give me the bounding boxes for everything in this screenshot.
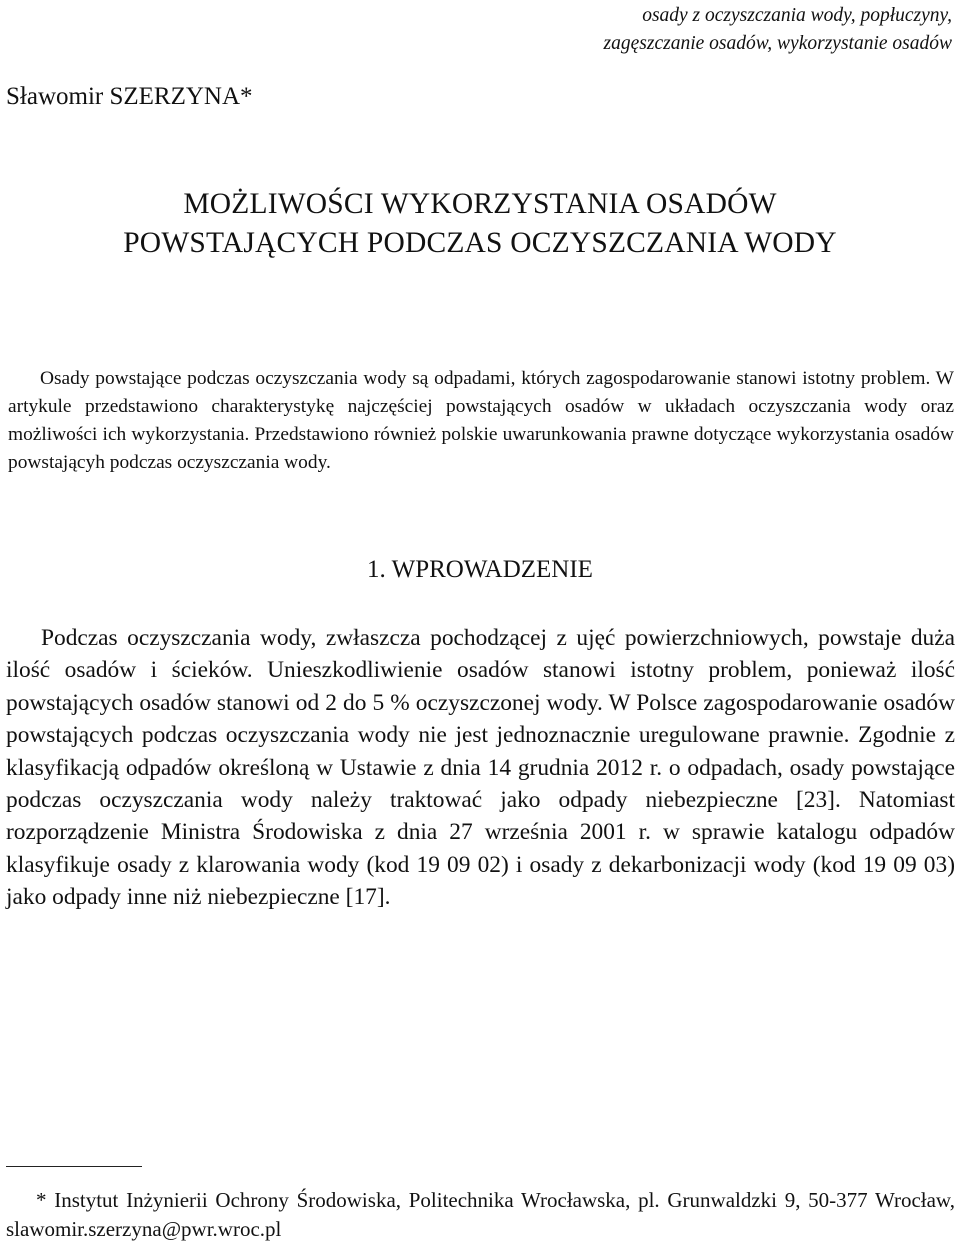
title-line-2: POWSTAJĄCYCH PODCZAS OCZYSZCZANIA WODY xyxy=(123,227,837,259)
section-paragraph: Podczas oczyszczania wody, zwłaszcza pochodzącej z ujęć powierzchniowych, powstaje duża ilość osadów i ścieków. Unieszkodliwienie osadów stanowi istotny problem, ponieważ ilość powstających osadów stanowi od 2 do 5 % oczyszczonej wody. W Polsce zagospodarowanie osadów powstających podczas oczyszczania wody nie jest jednoznacznie uregulowane prawnie. Zgodnie z klasyfikacją odpadów określoną w Ustawie z dnia 14 grudnia 2012 r. o odpadach, osady powstające podczas oczyszczania wody należy traktować jako odpady niebezpieczne [23]. Natomiast rozporządzenie Ministra Środowiska z dnia 27 września 2001 r. w sprawie katalogu odpadów klasyfikuje osady z klarowania wody (kod 19 09 02) i osady z dekarbonizacji wody (kod 19 09 03) jako odpady inne niż niebezpieczne [17]. xyxy=(6,625,955,911)
keywords xyxy=(604,2,952,58)
footnote: * Instytut Inżynierii Ochrony Środowiska, Politechnika Wrocławska, pl. Grunwaldzki 9, 50-377 Wrocław, slawomir.szerzyna@pwr.wroc.pl xyxy=(6,1188,955,1241)
author-name: Sławomir SZERZYNA* xyxy=(6,83,253,110)
footnote-divider xyxy=(6,1166,142,1167)
title-line-1: MOŻLIWOŚCI WYKORZYSTANIA OSADÓW xyxy=(183,188,777,220)
paper-title xyxy=(0,185,960,263)
abstract: Osady powstające podczas oczyszczania wody są odpadami, których zagospodarowanie stanowi istotny problem. W artykule przedstawiono charakterystykę najczęściej powstających osadów w układach oczyszczania wody oraz możliwości ich wykorzystania. Przedstawiono również polskie uwarunkowania prawne dotyczące wykorzystania osadów powstającyh podczas oczyszczania wody. xyxy=(8,368,954,473)
keywords-line-2: zagęszczanie osadów, wykorzystanie osadów xyxy=(603,33,952,54)
keywords-line-1: osady z oczyszczania wody, popłuczyny, xyxy=(642,5,952,26)
section-heading: 1. WPROWADZENIE xyxy=(367,556,593,583)
